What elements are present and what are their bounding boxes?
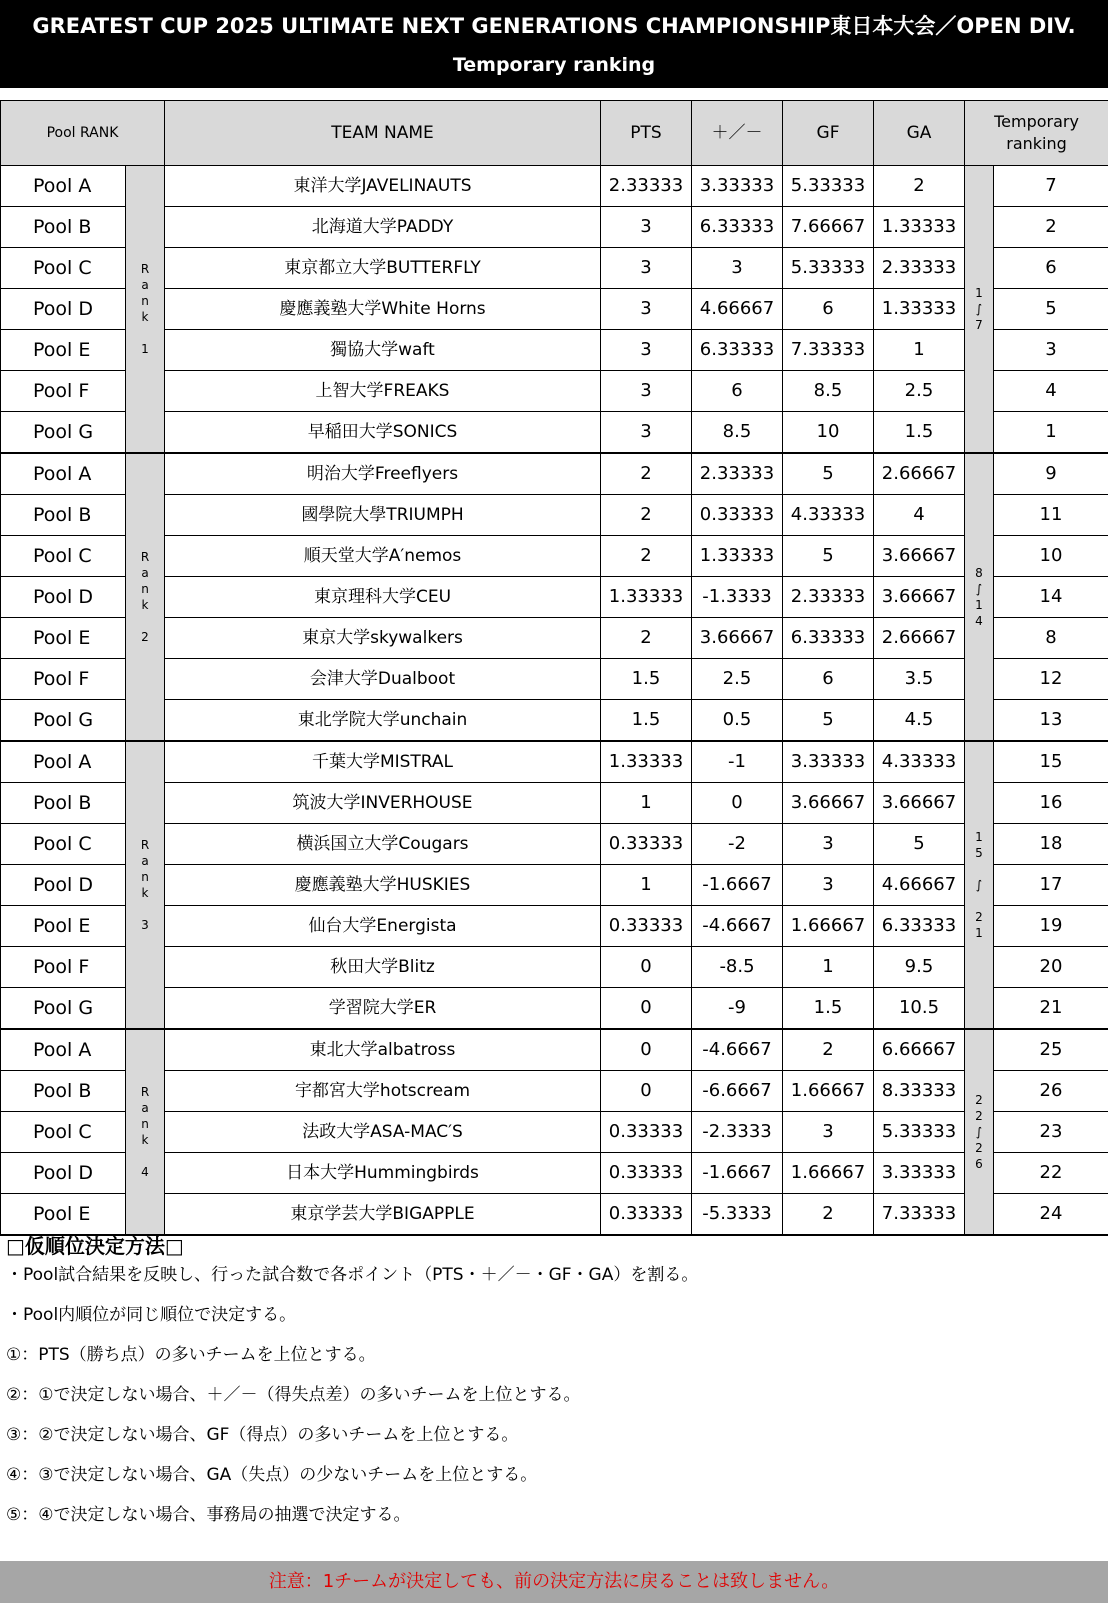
page-header bbox=[0, 0, 1108, 88]
gf-cell: 5 bbox=[783, 536, 874, 577]
pool-cell: Pool E bbox=[1, 618, 126, 659]
ranking-range-text: 1 ∫ 7 bbox=[975, 286, 983, 332]
team-name-cell: 明治大学Freeflyers bbox=[165, 453, 601, 495]
plus-minus-cell: -6.6667 bbox=[692, 1071, 783, 1112]
gf-cell: 3.33333 bbox=[783, 741, 874, 783]
plus-minus-cell: 0.5 bbox=[692, 700, 783, 742]
table-row bbox=[1, 207, 1108, 248]
plus-minus-cell: 6.33333 bbox=[692, 330, 783, 371]
plus-minus-cell: -4.6667 bbox=[692, 906, 783, 947]
pts-cell: 2 bbox=[601, 495, 692, 536]
gf-cell: 7.33333 bbox=[783, 330, 874, 371]
pool-cell: Pool E bbox=[1, 330, 126, 371]
gf-cell: 6 bbox=[783, 659, 874, 700]
pool-cell: Pool F bbox=[1, 371, 126, 412]
table-row bbox=[1, 947, 1108, 988]
gf-cell: 1.66667 bbox=[783, 1153, 874, 1194]
pool-cell: Pool A bbox=[1, 741, 126, 783]
temporary-rank-cell: 8 bbox=[994, 618, 1108, 659]
plus-minus-cell: 6 bbox=[692, 371, 783, 412]
team-name-cell: 慶應義塾大学White Horns bbox=[165, 289, 601, 330]
temporary-rank-cell: 21 bbox=[994, 988, 1108, 1030]
pool-cell: Pool D bbox=[1, 577, 126, 618]
pool-cell: Pool C bbox=[1, 248, 126, 289]
team-name-cell: 東北学院大学unchain bbox=[165, 700, 601, 742]
ga-cell: 1 bbox=[874, 330, 965, 371]
ga-cell: 2.5 bbox=[874, 371, 965, 412]
table-header-row bbox=[1, 101, 1108, 166]
ranking-range-label bbox=[965, 1029, 994, 1235]
plus-minus-cell: 1.33333 bbox=[692, 536, 783, 577]
team-name-cell: 仙台大学Energista bbox=[165, 906, 601, 947]
temporary-rank-cell: 1 bbox=[994, 412, 1108, 454]
pts-cell: 0 bbox=[601, 1071, 692, 1112]
gf-cell: 4.33333 bbox=[783, 495, 874, 536]
ranking-range-text: 1 5 ∫ 2 1 bbox=[975, 830, 983, 940]
gf-cell: 1.66667 bbox=[783, 1071, 874, 1112]
pool-cell: Pool D bbox=[1, 289, 126, 330]
rank-group-label bbox=[126, 1029, 165, 1235]
gf-cell: 1.5 bbox=[783, 988, 874, 1030]
temporary-rank-cell: 24 bbox=[994, 1194, 1108, 1236]
pool-cell: Pool E bbox=[1, 906, 126, 947]
team-name-cell: 日本大学Hummingbirds bbox=[165, 1153, 601, 1194]
temporary-rank-cell: 13 bbox=[994, 700, 1108, 742]
temporary-rank-cell: 6 bbox=[994, 248, 1108, 289]
col-header-team-name: TEAM NAME bbox=[165, 101, 601, 166]
rank-group-text: R a n k 1 bbox=[140, 262, 150, 356]
footer-warning: 注意：1チームが決定しても、前の決定方法に戻ることは致しません。 bbox=[0, 1561, 1108, 1603]
note-line: ・Pool内順位が同じ順位で決定する。 bbox=[6, 1305, 297, 1325]
col-header-gf: GF bbox=[783, 101, 874, 166]
pool-cell: Pool C bbox=[1, 536, 126, 577]
plus-minus-cell: -8.5 bbox=[692, 947, 783, 988]
pts-cell: 3 bbox=[601, 248, 692, 289]
table-row bbox=[1, 824, 1108, 865]
plus-minus-cell: -1 bbox=[692, 741, 783, 783]
gf-cell: 7.66667 bbox=[783, 207, 874, 248]
temporary-rank-cell: 7 bbox=[994, 166, 1108, 207]
team-name-cell: 東京大学skywalkers bbox=[165, 618, 601, 659]
ga-cell: 3.33333 bbox=[874, 1153, 965, 1194]
table-row bbox=[1, 412, 1108, 454]
note-line: ④：③で決定しない場合、GA（失点）の少ないチームを上位とする。 bbox=[6, 1465, 538, 1485]
gf-cell: 3 bbox=[783, 865, 874, 906]
table-row bbox=[1, 1153, 1108, 1194]
team-name-cell: 横浜国立大学Cougars bbox=[165, 824, 601, 865]
team-name-cell: 会津大学Dualboot bbox=[165, 659, 601, 700]
temporary-rank-cell: 9 bbox=[994, 453, 1108, 495]
gf-cell: 3.66667 bbox=[783, 783, 874, 824]
table-row bbox=[1, 330, 1108, 371]
team-name-cell: 國學院大學TRIUMPH bbox=[165, 495, 601, 536]
table-row bbox=[1, 741, 1108, 783]
gf-cell: 3 bbox=[783, 1112, 874, 1153]
ranking-range-label bbox=[965, 453, 994, 741]
pts-cell: 0.33333 bbox=[601, 824, 692, 865]
gf-cell: 5 bbox=[783, 700, 874, 742]
team-name-cell: 早稲田大学SONICS bbox=[165, 412, 601, 454]
plus-minus-cell: -1.6667 bbox=[692, 1153, 783, 1194]
ga-cell: 6.66667 bbox=[874, 1029, 965, 1071]
ga-cell: 3.5 bbox=[874, 659, 965, 700]
col-header-pool-rank: Pool RANK bbox=[1, 101, 165, 166]
plus-minus-cell: -9 bbox=[692, 988, 783, 1030]
gf-cell: 2 bbox=[783, 1029, 874, 1071]
note-line: ・Pool試合結果を反映し、行った試合数で各ポイント（PTS・＋／－・GF・GA）を割る。 bbox=[6, 1265, 699, 1285]
pool-cell: Pool F bbox=[1, 659, 126, 700]
ga-cell: 2.33333 bbox=[874, 248, 965, 289]
team-name-cell: 順天堂大学A′nemos bbox=[165, 536, 601, 577]
table-row bbox=[1, 659, 1108, 700]
team-name-cell: 東京都立大学BUTTERFLY bbox=[165, 248, 601, 289]
pts-cell: 0 bbox=[601, 947, 692, 988]
ga-cell: 2 bbox=[874, 166, 965, 207]
pts-cell: 1.33333 bbox=[601, 741, 692, 783]
ranking-table bbox=[0, 100, 1108, 1236]
temporary-rank-cell: 22 bbox=[994, 1153, 1108, 1194]
note-line: ⑤：④で決定しない場合、事務局の抽選で決定する。 bbox=[6, 1505, 411, 1525]
ga-cell: 4.66667 bbox=[874, 865, 965, 906]
ga-cell: 3.66667 bbox=[874, 536, 965, 577]
gf-cell: 1.66667 bbox=[783, 906, 874, 947]
ranking-range-text: 8 ∫ 1 4 bbox=[975, 566, 983, 628]
pts-cell: 1.33333 bbox=[601, 577, 692, 618]
temporary-rank-cell: 10 bbox=[994, 536, 1108, 577]
pts-cell: 0 bbox=[601, 1029, 692, 1071]
ga-cell: 1.5 bbox=[874, 412, 965, 454]
notes-title: □仮順位決定方法□ bbox=[6, 1234, 184, 1258]
pts-cell: 2 bbox=[601, 618, 692, 659]
ga-cell: 8.33333 bbox=[874, 1071, 965, 1112]
team-name-cell: 法政大学ASA-MAC′S bbox=[165, 1112, 601, 1153]
pts-cell: 1 bbox=[601, 783, 692, 824]
plus-minus-cell: 4.66667 bbox=[692, 289, 783, 330]
temporary-rank-cell: 25 bbox=[994, 1029, 1108, 1071]
rank-group-label bbox=[126, 741, 165, 1029]
rank-group-label bbox=[126, 166, 165, 454]
ga-cell: 9.5 bbox=[874, 947, 965, 988]
col-header-temporary-ranking: Temporary ranking bbox=[965, 101, 1108, 166]
temporary-rank-cell: 2 bbox=[994, 207, 1108, 248]
col-header-plus-minus: ＋／－ bbox=[692, 101, 783, 166]
pts-cell: 0.33333 bbox=[601, 1112, 692, 1153]
ga-cell: 4 bbox=[874, 495, 965, 536]
gf-cell: 2.33333 bbox=[783, 577, 874, 618]
gf-cell: 5.33333 bbox=[783, 166, 874, 207]
pool-cell: Pool B bbox=[1, 495, 126, 536]
pts-cell: 3 bbox=[601, 330, 692, 371]
ga-cell: 1.33333 bbox=[874, 207, 965, 248]
temporary-rank-cell: 20 bbox=[994, 947, 1108, 988]
table-row bbox=[1, 453, 1108, 495]
temporary-rank-cell: 12 bbox=[994, 659, 1108, 700]
temporary-rank-cell: 26 bbox=[994, 1071, 1108, 1112]
gf-cell: 6 bbox=[783, 289, 874, 330]
ga-cell: 10.5 bbox=[874, 988, 965, 1030]
table-row bbox=[1, 536, 1108, 577]
plus-minus-cell: 6.33333 bbox=[692, 207, 783, 248]
page-title: GREATEST CUP 2025 ULTIMATE NEXT GENERATIONS CHAMPIONSHIP東日本大会／OPEN DIV. bbox=[32, 14, 1076, 38]
table-row bbox=[1, 371, 1108, 412]
ga-cell: 5.33333 bbox=[874, 1112, 965, 1153]
team-name-cell: 上智大学FREAKS bbox=[165, 371, 601, 412]
ga-cell: 1.33333 bbox=[874, 289, 965, 330]
table-row bbox=[1, 618, 1108, 659]
ga-cell: 2.66667 bbox=[874, 453, 965, 495]
plus-minus-cell: 8.5 bbox=[692, 412, 783, 454]
table-row bbox=[1, 577, 1108, 618]
plus-minus-cell: 0.33333 bbox=[692, 495, 783, 536]
temporary-rank-cell: 3 bbox=[994, 330, 1108, 371]
temporary-rank-cell: 23 bbox=[994, 1112, 1108, 1153]
pool-cell: Pool F bbox=[1, 947, 126, 988]
plus-minus-cell: -5.3333 bbox=[692, 1194, 783, 1236]
table-row bbox=[1, 248, 1108, 289]
table-row bbox=[1, 1071, 1108, 1112]
gf-cell: 5 bbox=[783, 453, 874, 495]
plus-minus-cell: -2 bbox=[692, 824, 783, 865]
pool-cell: Pool B bbox=[1, 1071, 126, 1112]
ga-cell: 4.5 bbox=[874, 700, 965, 742]
pts-cell: 2.33333 bbox=[601, 166, 692, 207]
pool-cell: Pool G bbox=[1, 412, 126, 454]
temporary-rank-cell: 16 bbox=[994, 783, 1108, 824]
gf-cell: 3 bbox=[783, 824, 874, 865]
pts-cell: 0.33333 bbox=[601, 906, 692, 947]
ranking-range-label bbox=[965, 741, 994, 1029]
table-row bbox=[1, 783, 1108, 824]
temporary-rank-cell: 18 bbox=[994, 824, 1108, 865]
table-row bbox=[1, 988, 1108, 1030]
table-row bbox=[1, 1112, 1108, 1153]
gf-cell: 1 bbox=[783, 947, 874, 988]
temporary-rank-cell: 14 bbox=[994, 577, 1108, 618]
plus-minus-cell: 0 bbox=[692, 783, 783, 824]
pool-cell: Pool D bbox=[1, 1153, 126, 1194]
team-name-cell: 慶應義塾大学HUSKIES bbox=[165, 865, 601, 906]
gf-cell: 6.33333 bbox=[783, 618, 874, 659]
pool-cell: Pool A bbox=[1, 166, 126, 207]
team-name-cell: 秋田大学Blitz bbox=[165, 947, 601, 988]
ga-cell: 2.66667 bbox=[874, 618, 965, 659]
pts-cell: 1.5 bbox=[601, 659, 692, 700]
plus-minus-cell: 2.33333 bbox=[692, 453, 783, 495]
pool-cell: Pool C bbox=[1, 1112, 126, 1153]
pts-cell: 2 bbox=[601, 453, 692, 495]
note-line: ②：①で決定しない場合、＋／－（得失点差）の多いチームを上位とする。 bbox=[6, 1385, 581, 1405]
team-name-cell: 東京理科大学CEU bbox=[165, 577, 601, 618]
team-name-cell: 東京学芸大学BIGAPPLE bbox=[165, 1194, 601, 1236]
pts-cell: 3 bbox=[601, 412, 692, 454]
pool-cell: Pool B bbox=[1, 783, 126, 824]
team-name-cell: 千葉大学MISTRAL bbox=[165, 741, 601, 783]
gf-cell: 8.5 bbox=[783, 371, 874, 412]
pool-cell: Pool C bbox=[1, 824, 126, 865]
pts-cell: 0.33333 bbox=[601, 1194, 692, 1236]
pts-cell: 3 bbox=[601, 289, 692, 330]
team-name-cell: 北海道大学PADDY bbox=[165, 207, 601, 248]
pts-cell: 1 bbox=[601, 865, 692, 906]
pool-cell: Pool B bbox=[1, 207, 126, 248]
ga-cell: 4.33333 bbox=[874, 741, 965, 783]
table-row bbox=[1, 1194, 1108, 1236]
note-line: ③：②で決定しない場合、GF（得点）の多いチームを上位とする。 bbox=[6, 1425, 519, 1445]
pool-cell: Pool G bbox=[1, 700, 126, 742]
ga-cell: 5 bbox=[874, 824, 965, 865]
plus-minus-cell: -1.6667 bbox=[692, 865, 783, 906]
table-row bbox=[1, 495, 1108, 536]
col-header-pts: PTS bbox=[601, 101, 692, 166]
table-row bbox=[1, 166, 1108, 207]
rank-group-text: R a n k 4 bbox=[140, 1085, 150, 1179]
note-line: ①：PTS（勝ち点）の多いチームを上位とする。 bbox=[6, 1345, 376, 1365]
team-name-cell: 筑波大学INVERHOUSE bbox=[165, 783, 601, 824]
ga-cell: 3.66667 bbox=[874, 577, 965, 618]
pts-cell: 1.5 bbox=[601, 700, 692, 742]
pts-cell: 3 bbox=[601, 207, 692, 248]
pts-cell: 3 bbox=[601, 371, 692, 412]
team-name-cell: 東洋大学JAVELINAUTS bbox=[165, 166, 601, 207]
pool-cell: Pool D bbox=[1, 865, 126, 906]
team-name-cell: 東北大学albatross bbox=[165, 1029, 601, 1071]
plus-minus-cell: 3.33333 bbox=[692, 166, 783, 207]
temporary-rank-cell: 4 bbox=[994, 371, 1108, 412]
temporary-rank-cell: 15 bbox=[994, 741, 1108, 783]
team-name-cell: 学習院大学ER bbox=[165, 988, 601, 1030]
pool-cell: Pool A bbox=[1, 1029, 126, 1071]
pool-cell: Pool G bbox=[1, 988, 126, 1030]
table-row bbox=[1, 865, 1108, 906]
rank-group-text: R a n k 2 bbox=[140, 550, 150, 644]
plus-minus-cell: -2.3333 bbox=[692, 1112, 783, 1153]
pool-cell: Pool A bbox=[1, 453, 126, 495]
pts-cell: 0.33333 bbox=[601, 1153, 692, 1194]
pool-cell: Pool E bbox=[1, 1194, 126, 1236]
plus-minus-cell: 3.66667 bbox=[692, 618, 783, 659]
table-row bbox=[1, 906, 1108, 947]
gf-cell: 10 bbox=[783, 412, 874, 454]
ga-cell: 6.33333 bbox=[874, 906, 965, 947]
rank-group-label bbox=[126, 453, 165, 741]
plus-minus-cell: -1.3333 bbox=[692, 577, 783, 618]
temporary-rank-cell: 19 bbox=[994, 906, 1108, 947]
pts-cell: 2 bbox=[601, 536, 692, 577]
col-header-ga: GA bbox=[874, 101, 965, 166]
temporary-rank-cell: 11 bbox=[994, 495, 1108, 536]
plus-minus-cell: -4.6667 bbox=[692, 1029, 783, 1071]
team-name-cell: 獨協大学waft bbox=[165, 330, 601, 371]
rank-group-text: R a n k 3 bbox=[140, 838, 150, 932]
table-row bbox=[1, 700, 1108, 742]
ranking-range-text: 2 2 ∫ 2 6 bbox=[975, 1093, 983, 1171]
plus-minus-cell: 2.5 bbox=[692, 659, 783, 700]
temporary-rank-cell: 17 bbox=[994, 865, 1108, 906]
ga-cell: 7.33333 bbox=[874, 1194, 965, 1236]
table-row bbox=[1, 1029, 1108, 1071]
team-name-cell: 宇都宮大学hotscream bbox=[165, 1071, 601, 1112]
gf-cell: 2 bbox=[783, 1194, 874, 1236]
temporary-rank-cell: 5 bbox=[994, 289, 1108, 330]
pts-cell: 0 bbox=[601, 988, 692, 1030]
ga-cell: 3.66667 bbox=[874, 783, 965, 824]
page-subtitle: Temporary ranking bbox=[452, 54, 656, 76]
table-row bbox=[1, 289, 1108, 330]
plus-minus-cell: 3 bbox=[692, 248, 783, 289]
ranking-range-label bbox=[965, 166, 994, 454]
gf-cell: 5.33333 bbox=[783, 248, 874, 289]
